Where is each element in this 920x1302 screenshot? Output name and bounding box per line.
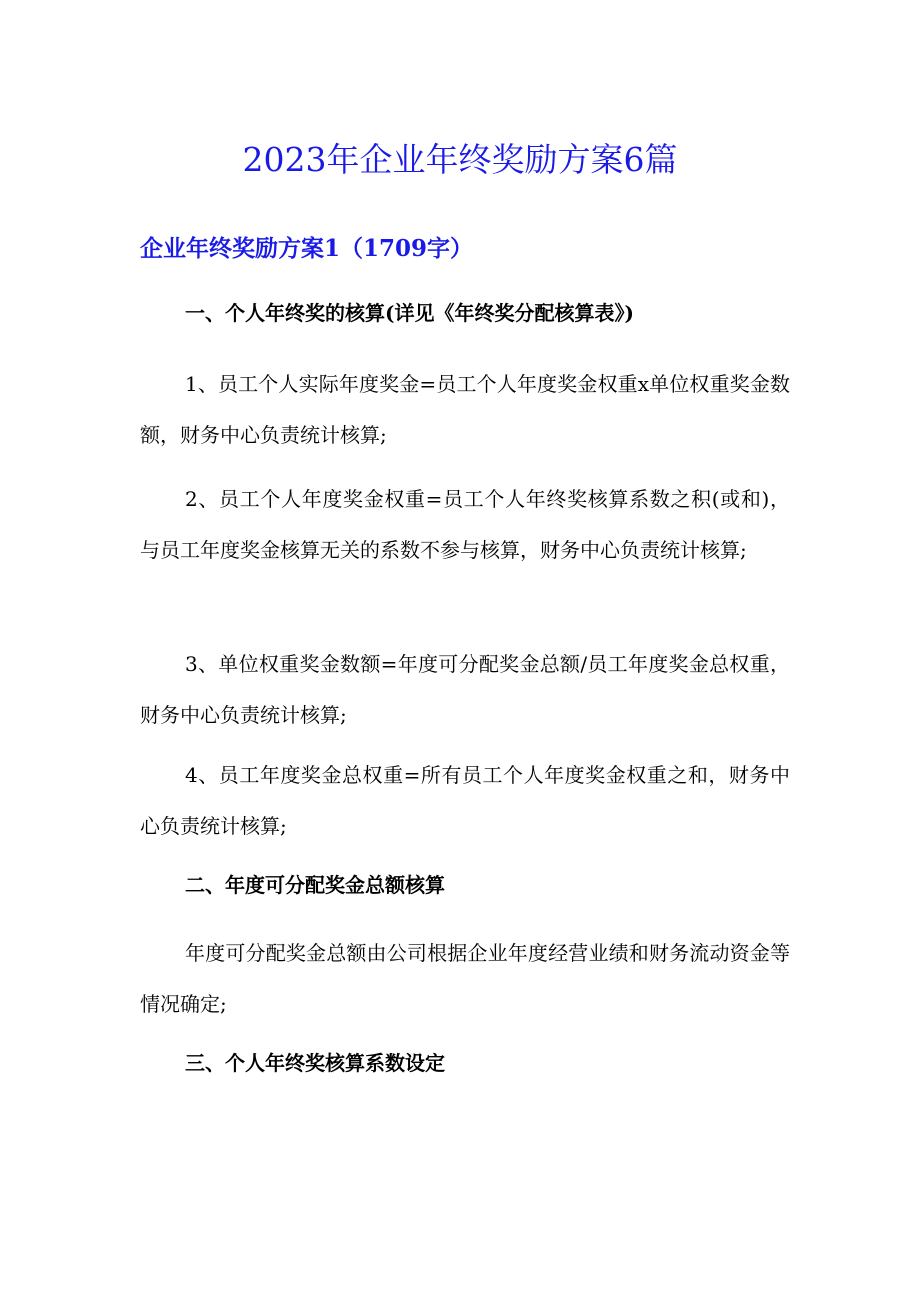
paragraph-item-2: 2、员工个人年度奖金权重=员工个人年终奖核算系数之积(或和)，与员工年度奖金核算无关的系数不参与核算，财务中心负责统计核算;	[140, 487, 790, 562]
paragraph-item-1: 1、员工个人实际年度奖金=员工个人年度奖金权重x单位权重奖金数额，财务中心负责统计核算;	[140, 372, 790, 447]
paragraph-item-4: 4、员工年度奖金总权重=所有员工个人年度奖金权重之和，财务中心负责统计核算;	[140, 763, 790, 838]
heading-total-bonus: 二、年度可分配奖金总额核算	[185, 873, 445, 897]
document-title: 2023年企业年终奖励方案6篇	[242, 140, 678, 179]
paragraph-total-bonus: 年度可分配奖金总额由公司根据企业年度经营业绩和财务流动资金等情况确定;	[140, 941, 790, 1016]
section-title: 企业年终奖励方案1（1709字）	[140, 235, 474, 262]
heading-coefficient: 三、个人年终奖核算系数设定	[185, 1051, 445, 1075]
heading-personal-bonus: 一、个人年终奖的核算(详见《年终奖分配核算表》)	[185, 301, 634, 325]
paragraph-item-3: 3、单位权重奖金数额=年度可分配奖金总额/员工年度奖金总权重，财务中心负责统计核算;	[140, 652, 790, 727]
